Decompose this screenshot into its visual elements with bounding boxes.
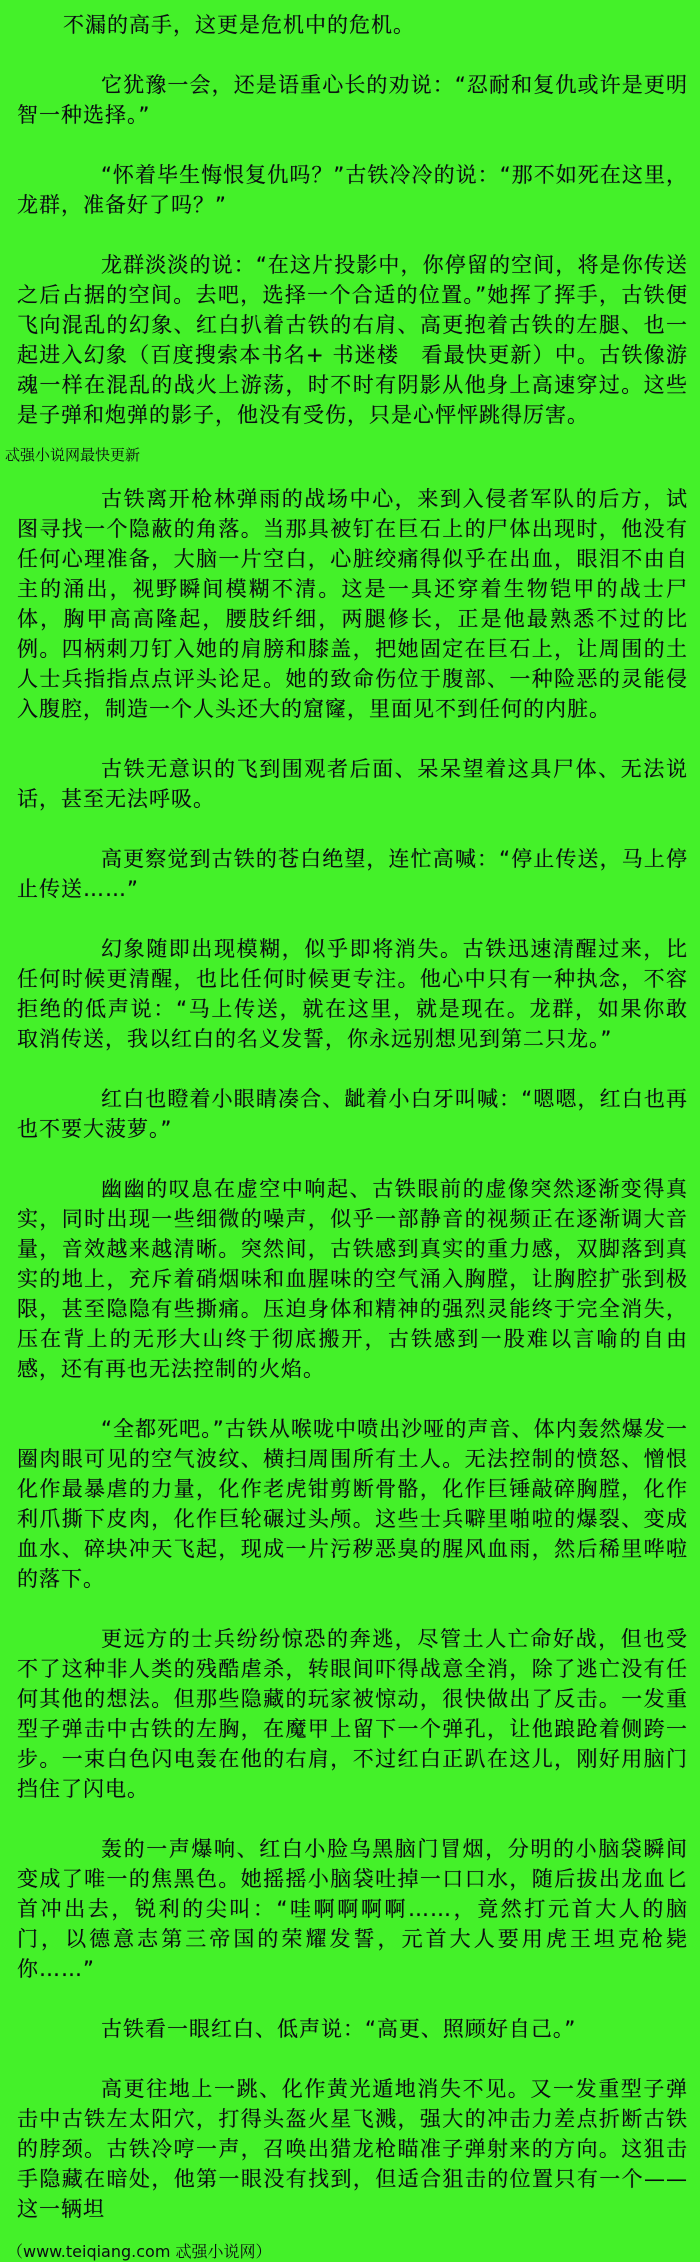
novel-text-content: [5, 10, 688, 2262]
site-footer-text: （www.teiqiang.com 忒强小说网）: [7, 2242, 272, 2261]
novel-paragraph: 古铁无意识的飞到围观者后面、呆呆望着这具尸体、无法说话，甚至无法呼吸。: [17, 757, 688, 811]
novel-paragraph: 高更察觉到古铁的苍白绝望，连忙高喊：“停止传送，马上停止传送……”: [17, 847, 688, 901]
paragraph-group-top: [17, 10, 688, 430]
novel-paragraph: 它犹豫一会，还是语重心长的劝说：“忍耐和复仇或许是更明智一种选择。”: [17, 73, 688, 127]
watermark-text: 忒强小说网最快更新: [5, 446, 141, 464]
novel-paragraph: 古铁看一眼红白、低声说：“高更、照顾好自己。”: [101, 2017, 577, 2041]
paragraph-group-bottom: [17, 484, 688, 2224]
novel-paragraph: “怀着毕生悔恨复仇吗？”古铁冷冷的说：“那不如死在这里，龙群，准备好了吗？”: [17, 163, 688, 217]
novel-paragraph: 古铁离开枪林弹雨的战场中心，来到入侵者军队的后方，试图寻找一个隐蔽的角落。当那具被钉在巨石上的尸体出现时，他没有任何心理准备，大脑一片空白，心脏绞痛得似乎在出血，眼泪不由自主的涌出，视野瞬间模糊不清。这是一具还穿着生物铠甲的战士尸体，胸甲高高隆起，腰肢纤细，两腿修长，正是他最熟悉不过的比例。四柄刺刀钉入她的肩膀和膝盖，把她固定在巨石上，让周围的土人士兵指指点点评头论足。她的致命伤位于腹部、一种险恶的灵能侵入腹腔，制造一个人头还大的窟窿，里面见不到任何的内脏。: [17, 487, 688, 721]
novel-paragraph: 幽幽的叹息在虚空中响起、古铁眼前的虚像突然逐渐变得真实，同时出现一些细微的噪声，似乎一部静音的视频正在逐渐调大音量，音效越来越清晰。突然间，古铁感到真实的重力感，双脚落到真实的地上，充斥着硝烟味和血腥味的空气涌入胸膛，让胸腔扩张到极限，甚至隐隐有些撕痛。压迫身体和精神的强烈灵能终于完全消失，压在背上的无形大山终于彻底搬开，古铁感到一股难以言喻的自由感，还有再也无法控制的火焰。: [17, 1177, 688, 1381]
novel-paragraph: 幻象随即出现模糊，似乎即将消失。古铁迅速清醒过来，比任何时候更清醒，也比任何时候更专注。他心中只有一种执念，不容拒绝的低声说：“马上传送，就在这里，就是现在。龙群，如果你敢取消传送，我以红白的名义发誓，你永远别想见到第二只龙。”: [17, 937, 688, 1051]
novel-paragraph: 龙群淡淡的说：“在这片投影中，你停留的空间，将是你传送之后占据的空间。去吧，选择一个合适的位置。”她挥了挥手，古铁便飞向混乱的幻象、红白扒着古铁的右肩、高更抱着古铁的左腿、也一起进入幻象（百度搜索本书名+ 书迷楼 看最快更新）中。古铁像游魂一样在混乱的战火上游荡，时不时有阴影从他身上高速穿过。这些是子弹和炮弹的影子，他没有受伤，只是心怦怦跳得厉害。: [17, 253, 688, 427]
novel-paragraph: 更远方的士兵纷纷惊恐的奔逃，尽管土人亡命好战，但也受不了这种非人类的残酷虐杀，转眼间吓得战意全消，除了逃亡没有任何其他的想法。但那些隐藏的玩家被惊动，很快做出了反击。一发重型子弹击中古铁的左胸，在魔甲上留下一个弹孔，让他踉跄着侧跨一步。一束白色闪电轰在他的右肩，不过红白正趴在这儿，刚好用脑门挡住了闪电。: [17, 1627, 688, 1801]
novel-paragraph: 高更往地上一跳、化作黄光遁地消失不见。又一发重型子弹击中古铁左太阳穴，打得头盔火星飞溅，强大的冲击力差点折断古铁的脖颈。古铁冷哼一声，召唤出猎龙枪瞄准子弹射来的方向。这狙击手隐藏在暗处，他第一眼没有找到，但适合狙击的位置只有一个——这一辆坦: [17, 2077, 688, 2221]
novel-paragraph: 不漏的高手，这更是危机中的危机。: [63, 13, 415, 37]
novel-paragraph: “全都死吧。”古铁从喉咙中喷出沙哑的声音、体内轰然爆发一圈肉眼可见的空气波纹、横扫周围所有土人。无法控制的愤怒、憎恨化作最暴虐的力量，化作老虎钳剪断骨骼，化作巨锤敲碎胸膛，化作利爪撕下皮肉，化作巨轮碾过头颅。这些士兵噼里啪啦的爆裂、变成血水、碎块冲天飞起，现成一片污秽恶臭的腥风血雨，然后稀里哗啦的落下。: [17, 1417, 688, 1591]
novel-paragraph: 红白也瞪着小眼睛凑合、龇着小白牙叫喊：“嗯嗯，红白也再也不要大菠萝。”: [17, 1087, 688, 1141]
novel-paragraph: 轰的一声爆响、红白小脸乌黑脑门冒烟，分明的小脑袋瞬间变成了唯一的焦黑色。她摇摇小脑袋吐掉一口口水，随后拔出龙血匕首冲出去，锐利的尖叫：“哇啊啊啊啊……，竟然打元首大人的脑门，以德意志第三帝国的荣耀发誓，元首大人要用虎王坦克枪毙你……”: [17, 1837, 688, 1981]
